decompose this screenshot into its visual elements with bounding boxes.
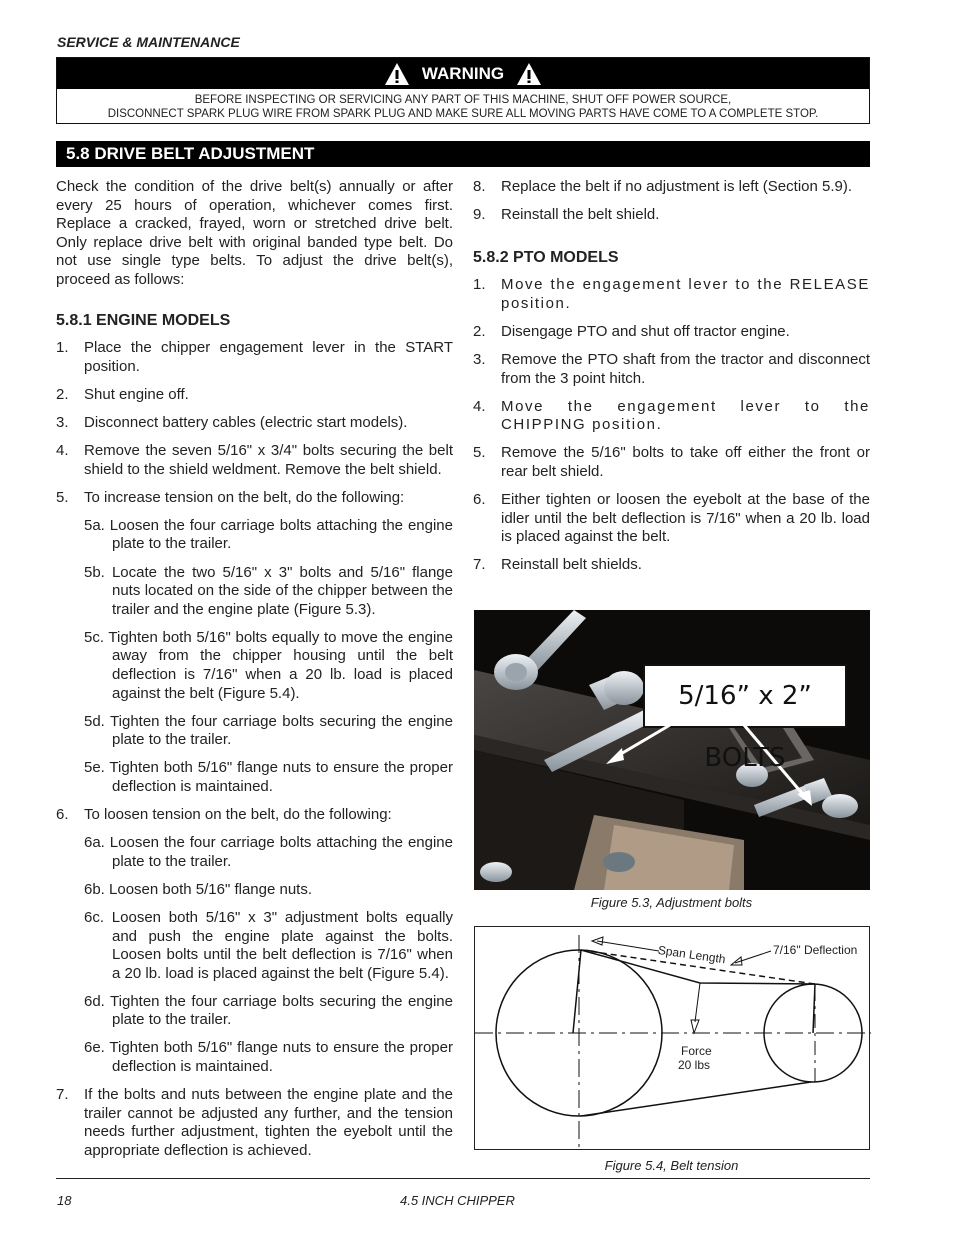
engine-models-heading: 5.8.1 ENGINE MODELS <box>56 311 231 329</box>
list-item <box>56 806 453 825</box>
page-number: 18 <box>57 1193 72 1208</box>
step-text: Disconnect battery cables (electric start models). <box>84 413 408 431</box>
intro-paragraph: Check the condition of the drive belt(s) annually or after every 25 hours of operation, whichever comes first. Replace a cracked, frayed, worn or stretched drive belt. Only replace drive belt with original banded type belt. Do not use single type belts. To adjust the drive belt(s), proceed as follows: <box>56 178 453 288</box>
step-number: 8. <box>473 178 486 195</box>
sub-steps-5 <box>56 517 453 797</box>
sub-step: 5e. Tighten both 5/16" flange nuts to ensure the proper deflection is maintained. <box>84 759 453 795</box>
figure-5-3-caption: Figure 5.3, Adjustment bolts <box>590 895 753 910</box>
warning-box <box>56 57 870 124</box>
warning-triangle-icon <box>384 62 410 86</box>
engine-steps <box>56 339 453 507</box>
list-item <box>56 339 453 376</box>
list-item <box>56 414 453 433</box>
step-text: Remove the seven 5/16" x 3/4" bolts securing the belt shield to the shield weldment. Remove the belt shield. <box>84 442 453 478</box>
list-item <box>473 206 870 225</box>
adjustment-bolts-photo <box>474 610 870 890</box>
sub-steps-6 <box>56 834 453 1077</box>
step-text: Either tighten or loosen the eyebolt at the base of the idler until the belt deflection is 7/16" when a 20 lb. load is placed against the belt. <box>501 491 870 546</box>
warning-line-2: DISCONNECT SPARK PLUG WIRE FROM SPARK PLUG AND MAKE SURE ALL MOVING PARTS HAVE COME TO A COMPLETE STOP. <box>107 108 819 120</box>
sub-step: 5b. Locate the two 5/16" x 3" bolts and 5/16" flange nuts located on the side of the chipper between the trailer and the engine plate (Figure 5.3). <box>84 563 453 618</box>
left-column <box>56 178 453 1170</box>
step-number: 7. <box>56 1086 69 1104</box>
force-value: 20 lbs <box>678 1058 711 1072</box>
list-item <box>56 442 453 479</box>
step-text: Remove the 5/16" bolts to take off either the front or rear belt shield. <box>501 444 870 481</box>
belt-tension-diagram <box>474 926 870 1150</box>
section-header-label: SERVICE & MAINTENANCE <box>57 34 240 50</box>
step-number: 1. <box>473 276 486 294</box>
engine-steps-end <box>56 1086 453 1160</box>
list-item <box>56 1086 453 1160</box>
list-item <box>473 398 870 435</box>
sub-step: 6b. Loosen both 5/16" flange nuts. <box>84 880 313 898</box>
list-item <box>473 276 870 313</box>
engine-steps-cont <box>56 806 453 825</box>
step-number: 3. <box>56 413 69 431</box>
step-text: Remove the PTO shaft from the tractor and disconnect from the 3 point hitch. <box>501 351 870 387</box>
step-number: 3. <box>473 351 486 369</box>
right-column <box>473 178 870 585</box>
footer-doc-title: 4.5 INCH CHIPPER <box>400 1193 515 1208</box>
step-number: 2. <box>56 385 69 403</box>
list-item <box>473 178 870 197</box>
sub-step: 5d. Tighten the four carriage bolts securing the engine plate to the trailer. <box>84 712 453 749</box>
list-item <box>473 323 870 342</box>
step-number: 5. <box>56 488 69 506</box>
step-text: Place the chipper engagement lever in the START position. <box>84 339 453 375</box>
list-item <box>473 491 870 547</box>
span-length-label: Span Length <box>657 943 727 967</box>
step-number: 5. <box>473 444 486 462</box>
list-item <box>56 386 453 405</box>
belt-diagram-svg <box>475 927 871 1151</box>
step-text: Move the engagement lever to the RELEASE position. <box>501 276 870 312</box>
continued-steps <box>473 178 870 225</box>
step-number: 7. <box>473 556 486 574</box>
step-text: Replace the belt if no adjustment is left (Section 5.9). <box>501 178 853 195</box>
sub-step: 6c. Loosen both 5/16" x 3" adjustment bolts equally and push the engine plate against the bolts. Loosen bolts until the belt deflection is 7/16" when a 20 lb. load is placed against the belt (Figure 5.4). <box>84 908 453 982</box>
force-label: Force <box>681 1044 712 1058</box>
step-number: 4. <box>56 442 69 460</box>
pto-models-heading: 5.8.2 PTO MODELS <box>473 248 619 266</box>
pto-steps <box>473 276 870 575</box>
step-text: Reinstall belt shields. <box>501 556 642 574</box>
section-title: 5.8 DRIVE BELT ADJUSTMENT <box>56 141 870 167</box>
list-item <box>473 351 870 388</box>
sub-step: 5c. Tighten both 5/16" bolts equally to move the engine away from the chipper housing until the belt deflection is 7/16" when a 20 lb. load is placed against the belt (Figure 5.4). <box>84 628 453 702</box>
step-text: Shut engine off. <box>84 385 189 403</box>
step-text: Disengage PTO and shut off tractor engine. <box>501 322 790 340</box>
step-number: 1. <box>56 339 69 357</box>
list-item <box>473 556 870 575</box>
warning-bar <box>57 58 869 89</box>
deflection-label: 7/16" Deflection <box>773 943 858 957</box>
sub-step: 6e. Tighten both 5/16" flange nuts to ensure the proper deflection is maintained. <box>84 1039 453 1076</box>
step-text: Move the engagement lever to the CHIPPING position. <box>501 397 870 434</box>
step-number: 6. <box>473 491 486 509</box>
bolts-label: 5/16” x 2” BOLTS <box>678 681 812 773</box>
step-number: 2. <box>473 322 486 340</box>
sub-step: 5a. Loosen the four carriage bolts attaching the engine plate to the trailer. <box>84 516 453 553</box>
step-text: If the bolts and nuts between the engine plate and the trailer cannot be adjusted any further, and the tension needs further adjustment, tighten the eyebolt until the appropriate deflection is achieved. <box>84 1086 453 1159</box>
step-text: To increase tension on the belt, do the following: <box>84 488 405 506</box>
list-item <box>56 489 453 508</box>
step-text: Reinstall the belt shield. <box>501 206 660 224</box>
list-item <box>473 444 870 481</box>
figure-5-4-caption: Figure 5.4, Belt tension <box>604 1158 739 1173</box>
warning-text <box>57 89 869 121</box>
step-number: 4. <box>473 397 486 415</box>
sub-step: 6a. Loosen the four carriage bolts attaching the engine plate to the trailer. <box>84 834 453 870</box>
step-text: To loosen tension on the belt, do the following: <box>84 806 392 824</box>
sub-step: 6d. Tighten the four carriage bolts securing the engine plate to the trailer. <box>84 992 453 1029</box>
photo-illustration <box>474 610 870 890</box>
warning-triangle-icon <box>516 62 542 86</box>
warning-title: WARNING <box>421 63 505 83</box>
step-number: 9. <box>473 206 486 224</box>
warning-line-1: BEFORE INSPECTING OR SERVICING ANY PART OF THIS MACHINE, SHUT OFF POWER SOURCE, <box>194 94 732 106</box>
footer-divider <box>56 1178 870 1179</box>
step-number: 6. <box>56 806 69 824</box>
